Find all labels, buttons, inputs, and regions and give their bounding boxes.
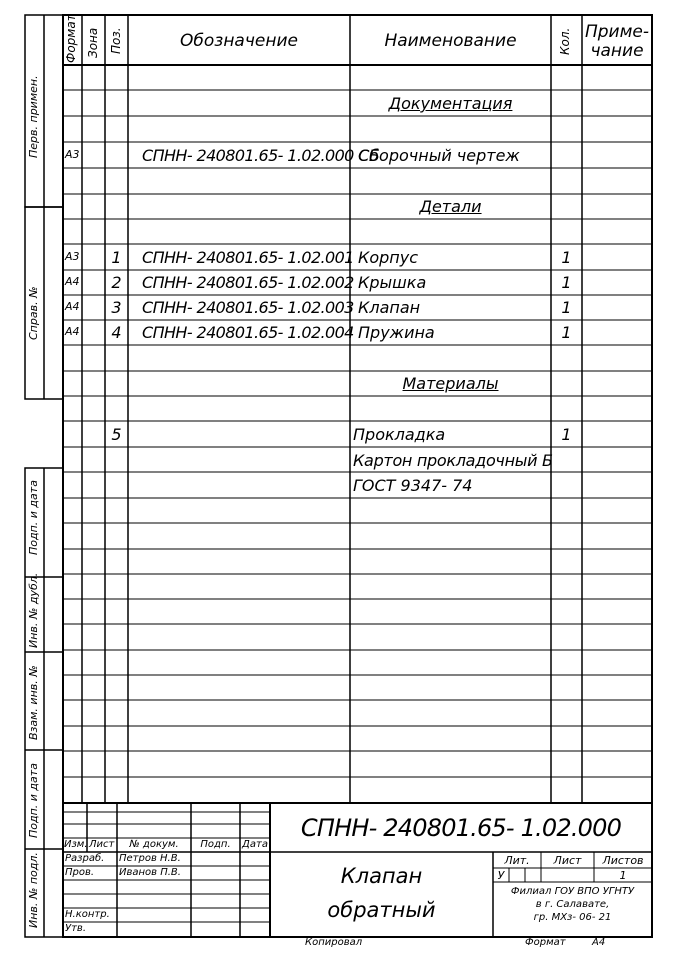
side-label-podp-data-2: Подп. и дата	[27, 763, 40, 838]
org-line3: гр. МХз- 06- 21	[533, 912, 612, 923]
org-line2: в г. Салавате,	[535, 899, 610, 910]
row-pos: 1	[111, 248, 122, 267]
row-format: А3	[65, 148, 80, 161]
header-name: Наименование	[384, 31, 517, 51]
org-line1: Филиал ГОУ ВПО УГНТУ	[510, 886, 635, 897]
header-note-line2: чание	[590, 41, 644, 61]
side-label-vzam-inv: Взам. инв. №	[27, 665, 40, 740]
header-zone: Зона	[86, 27, 100, 58]
row-designation: СПНН- 240801.65- 1.02.002	[142, 273, 354, 292]
side-label-perv-primen: Перв. примен.	[27, 75, 40, 158]
razrab-label: Разраб.	[65, 853, 105, 864]
row-qty: 1	[561, 298, 572, 317]
row-name: Картон прокладочный Б	[353, 451, 553, 470]
side-label-inv-dubl: Инв. № дубл.	[27, 572, 40, 648]
title-line2: обратный	[327, 898, 436, 922]
col-podp: Подп.	[200, 839, 231, 850]
lit-label: Лит.	[504, 854, 530, 867]
section-materials: Материалы	[402, 374, 499, 393]
row-pos: 2	[111, 273, 122, 292]
row-designation: СПНН- 240801.65- 1.02.004	[142, 323, 354, 342]
razrab-name: Петров Н.В.	[119, 853, 181, 864]
row-qty: 1	[561, 273, 572, 292]
kopiroval: Копировал	[305, 937, 363, 948]
list-label: Лист	[553, 854, 582, 867]
side-label-podp-data-1: Подп. и дата	[27, 480, 40, 555]
section-details: Детали	[419, 197, 482, 216]
format-label: Формат	[525, 937, 566, 948]
prov-name: Иванов П.В.	[119, 867, 181, 878]
row-designation: СПНН- 240801.65- 1.02.003	[142, 298, 354, 317]
format-value: А4	[592, 937, 606, 948]
row-format: А4	[65, 300, 80, 313]
side-label-sprav-no: Справ. №	[27, 286, 40, 340]
utv-label: Утв.	[65, 923, 86, 934]
row-qty: 1	[561, 323, 572, 342]
lit-value: У	[497, 869, 505, 882]
section-documentation: Документация	[388, 94, 513, 113]
row-pos: 5	[111, 425, 122, 444]
col-data: Дата	[242, 839, 268, 850]
col-izm: Изм.	[64, 839, 88, 850]
row-designation: СПНН- 240801.65- 1.02.001	[142, 248, 354, 267]
header-pos: Поз.	[109, 27, 123, 54]
row-format: А4	[65, 275, 80, 288]
row-pos: 3	[111, 298, 122, 317]
row-name: Клапан	[358, 298, 421, 317]
row-name: ГОСТ 9347- 74	[353, 476, 473, 495]
row-format: А3	[65, 250, 80, 263]
row-pos: 4	[111, 323, 122, 342]
row-name: Пружина	[358, 323, 435, 342]
row-name: Крышка	[358, 273, 427, 292]
listov-value: 1	[619, 869, 627, 882]
row-format: А4	[65, 325, 80, 338]
col-no-dokum: № докум.	[129, 839, 179, 850]
row-qty: 1	[561, 248, 572, 267]
row-designation: СПНН- 240801.65- 1.02.000 СБ	[142, 146, 380, 165]
header-designation: Обозначение	[180, 31, 298, 51]
row-qty: 1	[561, 425, 572, 444]
row-name: Прокладка	[353, 425, 446, 444]
prov-label: Пров.	[65, 867, 95, 878]
doc-code: СПНН- 240801.65- 1.02.000	[300, 814, 622, 842]
row-name: Корпус	[358, 248, 419, 267]
title-line1: Клапан	[340, 864, 423, 888]
row-name: Сборочный чертеж	[358, 146, 520, 165]
header-note-line1: Приме-	[584, 22, 650, 42]
header-format: Формат	[64, 14, 78, 63]
col-list: Лист	[89, 839, 115, 850]
header-qty: Кол.	[558, 27, 572, 55]
nkontr-label: Н.контр.	[65, 909, 110, 920]
listov-label: Листов	[602, 854, 644, 867]
side-label-inv-podl: Инв. № подл.	[27, 852, 40, 928]
